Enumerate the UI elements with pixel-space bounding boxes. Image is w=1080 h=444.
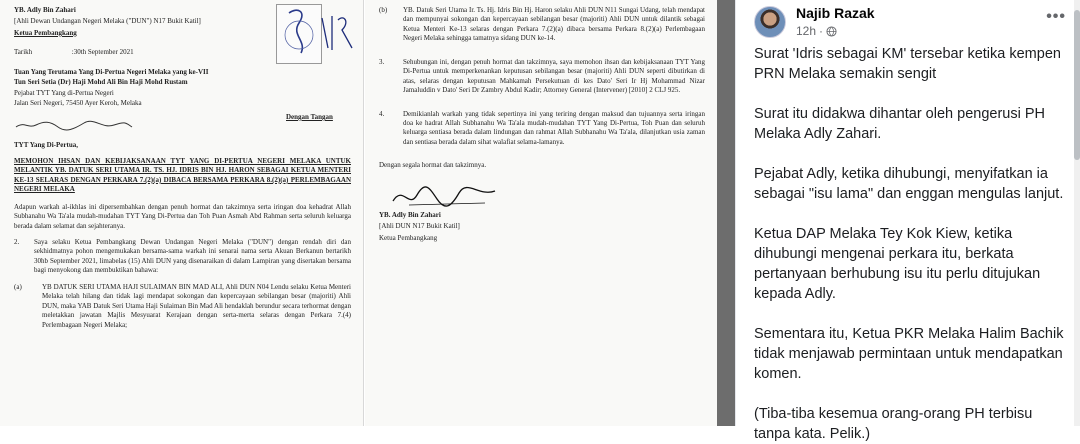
paragraph-3 bbox=[379, 58, 705, 96]
signatory-role: [Ahli DUN N17 Bukit Katil] bbox=[379, 222, 460, 231]
scrollbar[interactable] bbox=[1074, 0, 1080, 426]
paragraph-2 bbox=[14, 238, 351, 276]
stamp-seal bbox=[276, 4, 322, 64]
paragraph-text: YB DATUK SERI UTAMA HAJI SULAIMAN BIN MAD ALI, Ahli DUN N04 Lendu selaku Ketua Menteri Melaka telah hilang dan tidak lagi mendapat sokongan dan kepercayaan sebilangan besar (majoriti) Ahli DUN, maka YAB Datuk Seri Utama Haji Sulaiman Bin Mad Ali hendaklah berundur secara terhormat dengan meletakkan jawatan Majlis Mesyuarat Kerajaan dengan serta-merta selaras dengan Perkara 7.(4) Perlembagaan Negeri Melaka; bbox=[42, 282, 351, 329]
post-header bbox=[754, 0, 1080, 44]
more-options-icon[interactable]: ••• bbox=[1046, 8, 1066, 25]
paragraph-number: 3. bbox=[379, 57, 385, 66]
recipient-line-1: Tuan Yang Terutama Yang Di-Pertua Negeri Melaka yang ke-VII bbox=[14, 67, 209, 76]
salutation: TYT Yang Di-Pertua, bbox=[14, 140, 78, 149]
paragraph-text: Sehubungan ini, dengan penuh hormat dan takzimnya, saya memohon ihsan dan kebijaksanaan TYT Yang Di-Pertua untuk memperkenankan keputusan sebilangan besar (majoriti) Ahli DUN seperti dibutirkan di atas, selaras dengan keputusan Mahkamah Persekutuan di kes Dato' Seri Ir Hj Mohammad Nizar Jamaluddin v Dato' Seri Dr Zambry Abdul Kadir; Attorney General (Intervener) [2010] 2 CLJ 925. bbox=[403, 57, 705, 95]
date-value: :30th September 2021 bbox=[71, 48, 134, 57]
sender-title: Ketua Pembangkang bbox=[14, 28, 77, 37]
memo-heading: MEMOHON IHSAN DAN KEBIJAKSANAAN TYT YANG DI-PERTUA NEGERI MELAKA UNTUK MELANTIK YB. DATUK SERI UTAMA IR. TS. HJ. IDRIS BIN HJ. HARON SEBAGAI KETUA MENTERI KE-13 SELARAS DENGAN PERKARA 7.(2)(a) DIBACA BERSAMA PERKARA 8.(2)(a) PERLEMBAGAAN NEGERI MELAKA bbox=[14, 156, 351, 194]
sender-name: YB. Adly Bin Zahari bbox=[14, 6, 76, 14]
paragraph-text: Demikianlah warkah yang tidak sepertinya ini yang teriring dengan maksud dan tujuannya serta iringan doa ke hadrat Allah Subhanahu Wa Ta'ala mudah-mudahan TYT Yang Di-Pertua, Toh Puan dan seluruh keluarga sentiasa berada dalam lindungan dan rahmat Allah Subhanahu Wa Ta'ala, dilanjutkan usia zaman dan sentiasa berada dalam sihat walafiat selama-lamanya. bbox=[403, 109, 705, 146]
paragraph-a bbox=[14, 283, 351, 330]
receipt-stamp-icon bbox=[277, 5, 321, 63]
post-paragraph: (Tiba-tiba kesemua orang-orang PH terbisu tanpa kata. Pelik.) bbox=[754, 406, 1033, 442]
calligraphy-icon bbox=[14, 119, 134, 131]
avatar[interactable] bbox=[754, 6, 786, 38]
address-line-1: Pejabat TYT Yang di-Pertua Negeri bbox=[14, 88, 114, 97]
handwritten-date-mark bbox=[318, 8, 358, 58]
image-divider bbox=[717, 0, 735, 426]
signature-icon bbox=[389, 183, 499, 211]
post-meta: 12h · bbox=[796, 24, 837, 38]
facebook-post bbox=[735, 0, 1080, 442]
address-line-2: Jalan Seri Negeri, 75450 Ayer Keroh, Melaka bbox=[14, 99, 142, 108]
closing-line: Dengan segala hormat dan takzimnya. bbox=[379, 161, 487, 170]
paragraph-number: 4. bbox=[379, 109, 385, 118]
post-paragraph: Surat 'Idris sebagai KM' tersebar ketika kempen PRN Melaka semakin sengit bbox=[754, 46, 1061, 82]
recipient-line-2: Tun Seri Setia (Dr) Haji Mohd Ali Bin Haji Mohd Rustam bbox=[14, 78, 188, 87]
sender-role: [Ahli Dewan Undangan Negeri Melaka ("DUN") N17 Bukit Katil] bbox=[14, 17, 201, 26]
paragraph-number: 2. bbox=[14, 238, 20, 246]
date-label: Tarikh bbox=[14, 48, 33, 57]
post-paragraph: Ketua DAP Melaka Tey Kok Kiew, ketika dihubungi mengenai perkara itu, berkata pertanyaan berhubung isu itu perlu ditujukan kepada Adly. bbox=[754, 226, 1041, 302]
signatory-title: Ketua Pembangkang bbox=[379, 233, 438, 242]
post-paragraph: Sementara itu, Ketua PKR Melaka Halim Bachik tidak menjawab permintaan untuk mendapatkan komen. bbox=[754, 326, 1064, 382]
signature-block bbox=[379, 211, 705, 243]
signature bbox=[389, 183, 705, 211]
post-paragraph: Pejabat Adly, ketika dihubungi, menyifatkan ia sebagai "isu lama" dan enggan mengulas lanjut. bbox=[754, 166, 1064, 202]
signatory-name: YB. Adly Bin Zahari bbox=[379, 210, 441, 219]
globe-icon bbox=[826, 26, 837, 37]
post-paragraph: Surat itu didakwa dihantar oleh pengerusi PH Melaka Adly Zahari. bbox=[754, 106, 1045, 142]
paragraph-number: (b) bbox=[379, 6, 388, 14]
paragraph-b bbox=[379, 6, 705, 44]
intro-paragraph: Adapun warkah al-ikhlas ini dipersembahkan dengan penuh hormat dan takzimnya serta iringan doa kehadrat Allah Subhanahu Wa Ta'ala mudah-mudahan TYT Yang Di-Pertua dan Toh Puan Asmah Abd Rahman serta seluruh keluarga berada dalam selamat dan sejahteranya. bbox=[14, 202, 351, 230]
letter-page-1 bbox=[0, 0, 364, 426]
delivery-note: Dengan Tangan bbox=[286, 113, 333, 121]
letter-page-2 bbox=[365, 0, 717, 426]
paragraph-text: YB. Datuk Seri Utama Ir. Ts. Hj. Idris Bin Hj. Haron selaku Ahli DUN N11 Sungai Udang, telah mendapat dan mempunyai sokongan dan kepercayaan sebilangan besar (majoriti) Ahli DUN untuk dilantik sebagai Ketua Menteri Ke-13 selaras dengan Perkara 7.(2)(a) dibaca bersama Perkara 8.(2)(a) Perlembagaan Negeri Melaka sehingga tamatnya sidang DUN ke-14. bbox=[403, 6, 705, 43]
post-time[interactable]: 12h bbox=[796, 24, 817, 38]
scrollbar-thumb[interactable] bbox=[1074, 10, 1080, 160]
post-body bbox=[754, 44, 1080, 444]
paragraph-4 bbox=[379, 110, 705, 148]
author-name[interactable]: Najib Razak bbox=[796, 5, 875, 21]
paragraph-number: (a) bbox=[14, 282, 22, 291]
paragraph-text: Saya selaku Ketua Pembangkang Dewan Undangan Negeri Melaka ("DUN") dengan rendah diri dan sekhidmatnya pohon mengemukakan bersama-sama warkah ini senarai nama serta Akuan Berkanun bertarikh 30hb September 2021, limabelas (15) Ahli DUN yang disenaraikan di dalam Lampiran yang disertakan bersama bagi menyokong dan membuktikan bahawa: bbox=[34, 238, 351, 275]
recipient-address bbox=[14, 68, 351, 109]
